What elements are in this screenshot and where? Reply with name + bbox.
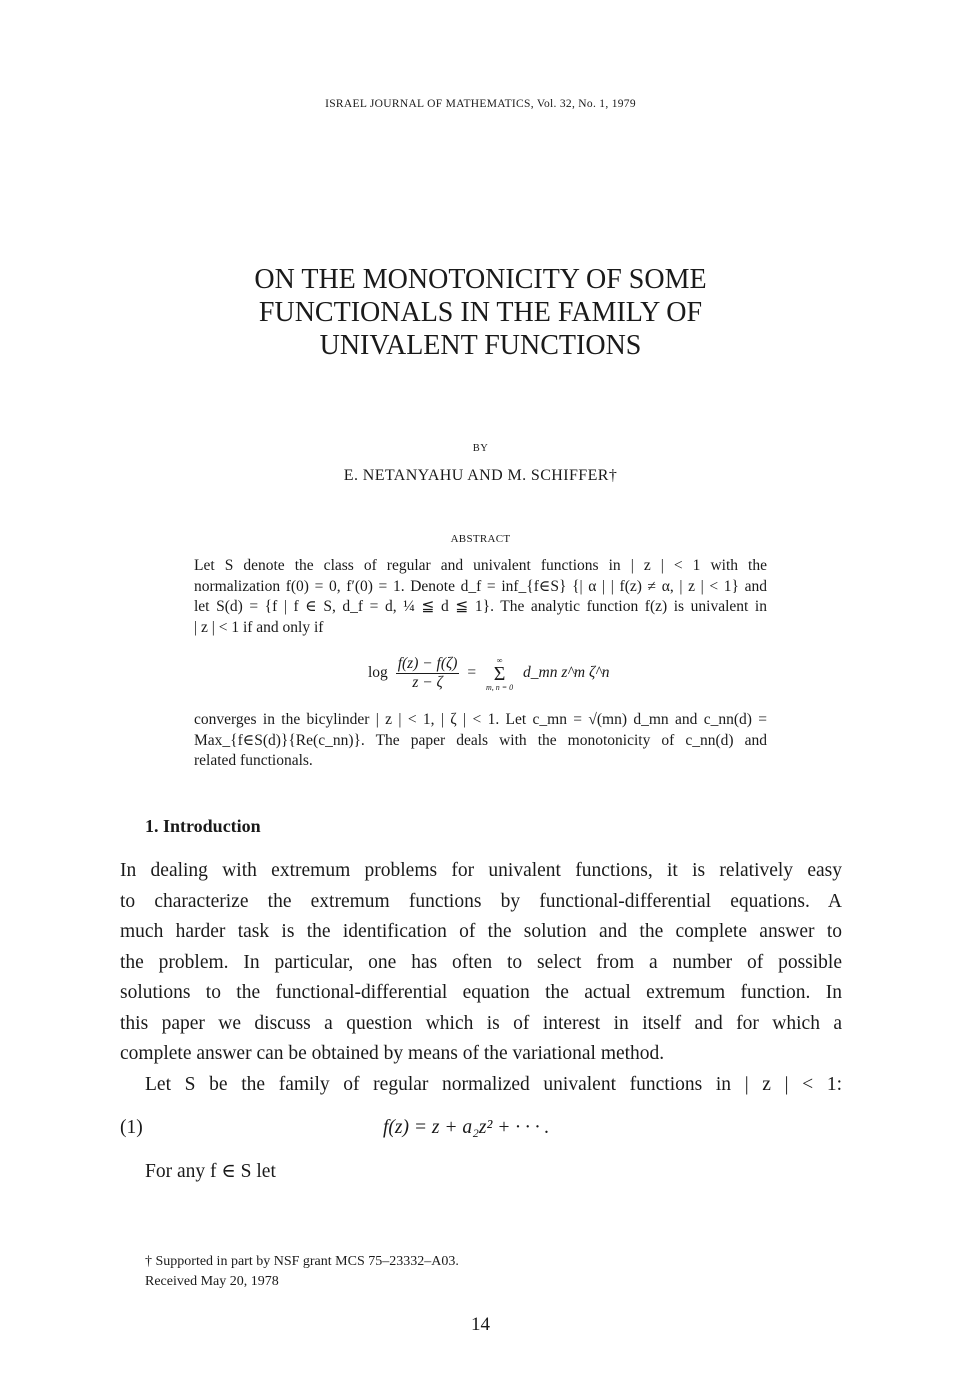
- title-line: UNIVALENT FUNCTIONS: [319, 330, 642, 361]
- received-date: Received May 20, 1978: [145, 1274, 279, 1289]
- abstract-line: Let S denote the class of regular and univalent functions in | z | < 1 with the: [194, 557, 767, 574]
- abstract-line: converges in the bicylinder | z | < 1, | ζ | < 1. Let c_mn = √(mn) d_mn and c_nn(d) =: [194, 711, 767, 728]
- body-line: For any f ∈ S let: [145, 1161, 276, 1182]
- eq-sum-bottom: m, n = 0: [485, 682, 514, 692]
- eq-log: log: [368, 664, 388, 682]
- body-line: the problem. In particular, one has often to select from a number of possible: [120, 951, 842, 973]
- body-line: solutions to the functional-differential equation the actual extremum function. In: [120, 982, 842, 1003]
- abstract-line: normalization f(0) = 0, f′(0) = 1. Denote d_f = inf_{f∈S} {| α | | f(z) ≠ α, | z | < 1} and: [194, 577, 767, 595]
- abstract-line: Max_{f∈S(d)}{Re(c_nn)}. The paper deals with the monotonicity of c_nn(d) and: [194, 731, 767, 749]
- body-line: this paper we discuss a question which is of interest in itself and for which a: [120, 1012, 842, 1034]
- abstract-line: let S(d) = {f | f ∈ S, d_f = d, ¼ ≦ d ≦ 1}. The analytic function f(z) is univalent in: [194, 598, 767, 615]
- abstract-line: | z | < 1 if and only if: [194, 618, 324, 636]
- body-line: In dealing with extremum problems for univalent functions, it is relatively easy: [120, 860, 842, 881]
- title-line: ON THE MONOTONICITY OF SOME: [254, 264, 707, 295]
- eq-sum: [486, 656, 513, 692]
- eq-sum-top: ∞: [496, 655, 503, 665]
- paper-title: [0, 263, 961, 362]
- eq-equals: =: [467, 664, 477, 682]
- running-head: ISRAEL JOURNAL OF MATHEMATICS, Vol. 32, No. 1, 1979: [325, 98, 636, 110]
- abstract-line: related functionals.: [194, 752, 313, 769]
- footnote: † Supported in part by NSF grant MCS 75–23332–A03.: [145, 1254, 459, 1269]
- eq-term: d_mn z^m ζ^n: [523, 664, 610, 682]
- eq-denominator: z − ζ: [412, 674, 443, 691]
- abstract-part-b: [194, 710, 767, 772]
- abstract-part-a: [194, 556, 767, 638]
- authors: E. NETANYAHU AND M. SCHIFFER†: [343, 467, 618, 484]
- page-number: 14: [471, 1314, 490, 1335]
- equation-number: (1): [120, 1117, 143, 1138]
- introduction-text: [120, 856, 842, 1100]
- equation-1: f(z) = z + a₂z² + · · · .: [383, 1117, 550, 1138]
- by-label: BY: [472, 443, 489, 454]
- abstract-heading: ABSTRACT: [450, 533, 511, 545]
- body-line: to characterize the extremum functions by functional-differential equations. A: [120, 890, 842, 912]
- title-line: FUNCTIONALS IN THE FAMILY OF: [258, 297, 703, 328]
- body-line: complete answer can be obtained by means of the variational method.: [120, 1043, 665, 1064]
- eq-fraction: [396, 655, 460, 692]
- eq-numerator: f(z) − f(ζ): [397, 655, 458, 672]
- section-heading: 1. Introduction: [145, 816, 261, 836]
- abstract-equation: [368, 655, 610, 692]
- eq-sum-symbol: Σ: [493, 662, 506, 685]
- body-line: much harder task is the identification of the solution and the complete answer to: [120, 921, 842, 942]
- body-line: Let S be the family of regular normalized univalent functions in | z | < 1:: [145, 1073, 842, 1095]
